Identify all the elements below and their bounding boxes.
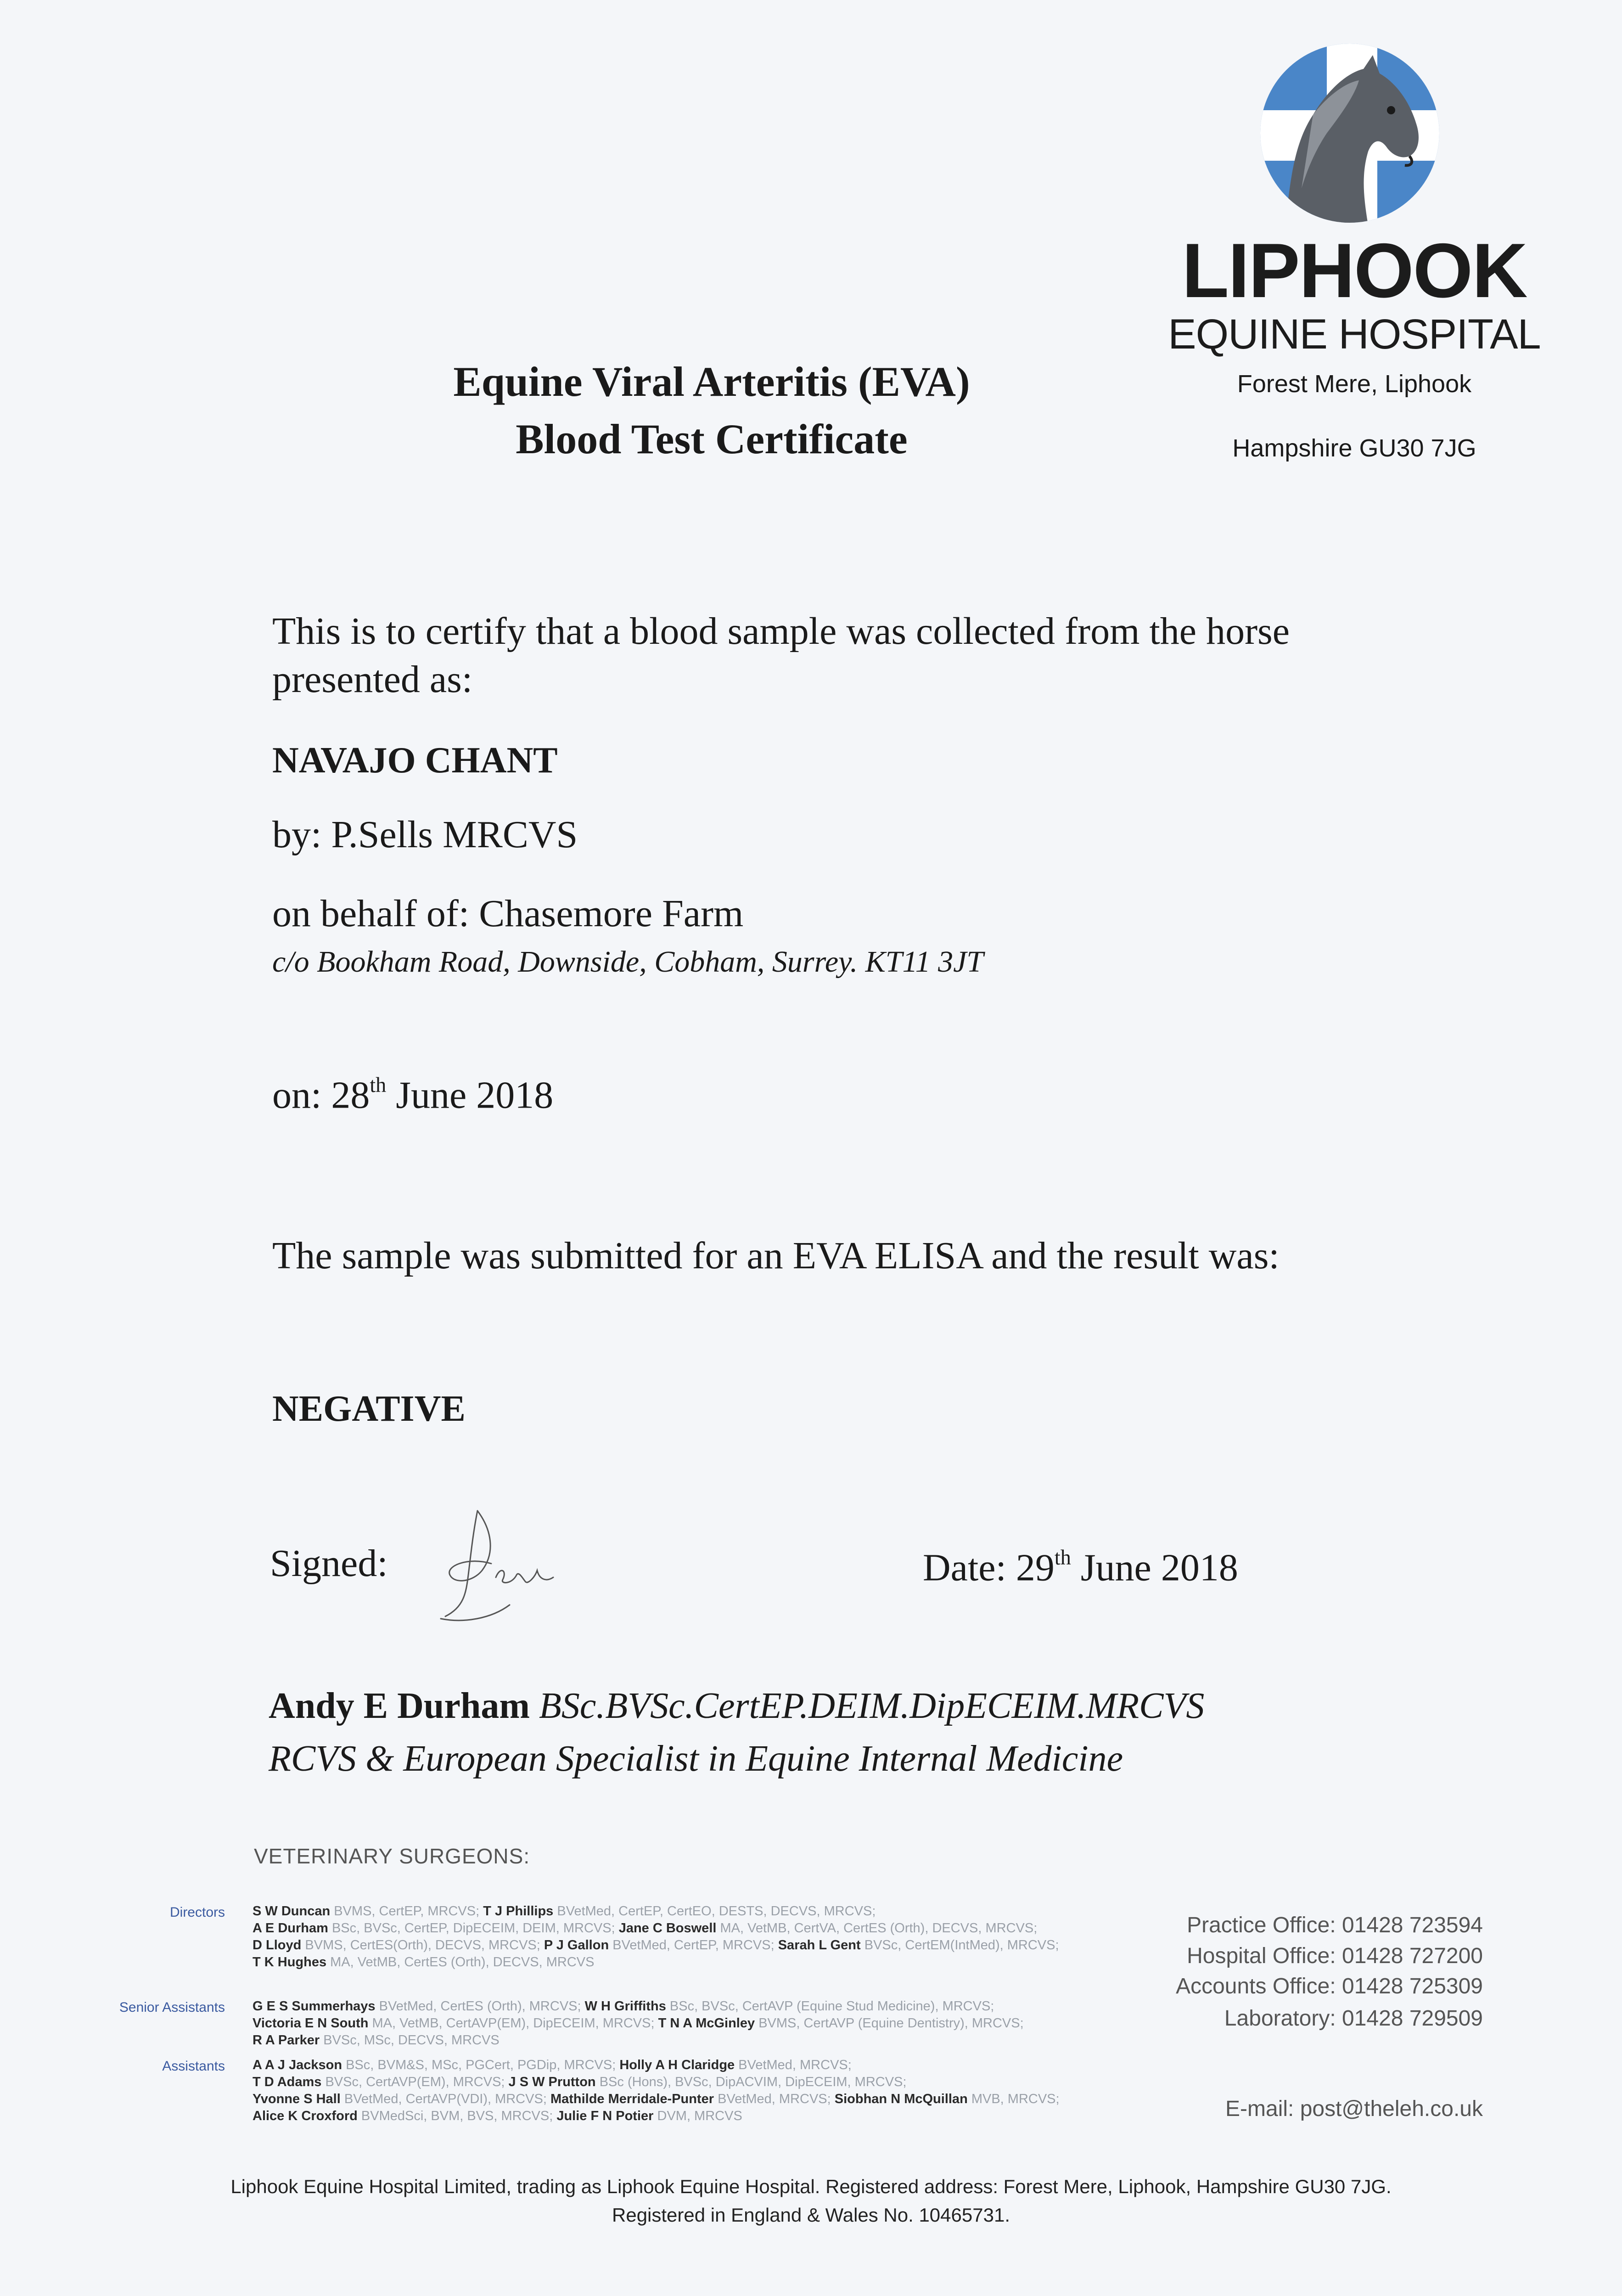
staff-name: D Lloyd: [253, 1938, 302, 1953]
staff-name: S W Duncan: [253, 1904, 331, 1919]
staff-qualifications: BVetMed, MRCVS;: [735, 2058, 852, 2072]
staff-qualifications: BVetMed, CertES (Orth), MRCVS;: [375, 1999, 585, 2014]
staff-name: Sarah L Gent: [778, 1938, 861, 1953]
staff-qualifications: BVetMed, CertEP, MRCVS;: [609, 1938, 778, 1953]
staff-qualifications: BVetMed, MRCVS;: [714, 2092, 835, 2106]
staff-name: Siobhan N McQuillan: [834, 2092, 968, 2106]
staff-qualifications: BVMS, CertEP, MRCVS;: [330, 1904, 483, 1919]
horse-head-logo-icon: [1258, 41, 1442, 225]
practice-office-phone: Practice Office: 01428 723594: [1187, 1913, 1483, 1937]
test-result: NEGATIVE: [272, 1389, 466, 1429]
staff-qualifications: BVetMed, CertEP, CertEO, DESTS, DECVS, MRCVS;: [553, 1904, 876, 1919]
staff-name: W H Griffiths: [584, 1999, 666, 2014]
footer-company-number: Registered in England & Wales No. 10465731.: [612, 2204, 1010, 2226]
staff-name: Yvonne S Hall: [253, 2092, 341, 2106]
staff-qualifications: BVMS, CertAVP (Equine Dentistry), MRCVS;: [755, 2016, 1024, 2031]
staff-qualifications: BVSc, CertEM(IntMed), MRCVS;: [860, 1938, 1059, 1953]
assistants-label: Assistants: [162, 2059, 225, 2074]
brand-name: LIPHOOK: [1182, 227, 1527, 314]
intro-text-line-1: This is to certify that a blood sample was collected from the horse: [272, 610, 1290, 653]
directors-label: Directors: [169, 1905, 225, 1920]
staff-qualifications: BVetMed, CertAVP(VDI), MRCVS;: [340, 2092, 550, 2106]
signature-icon: [427, 1502, 592, 1630]
staff-name: T J Phillips: [483, 1904, 554, 1919]
collection-date: [272, 1072, 553, 1119]
signed-label: Signed:: [270, 1542, 388, 1585]
sample-statement: The sample was submitted for an EVA ELISA and the result was:: [272, 1234, 1280, 1277]
staff-qualifications: BVSc, CertAVP(EM), MRCVS;: [321, 2075, 509, 2089]
staff-line: [253, 1905, 876, 1918]
staff-qualifications: BVMS, CertES(Orth), DECVS, MRCVS;: [301, 1938, 544, 1953]
staff-name: T N A McGinley: [658, 2016, 755, 2031]
staff-name: J S W Prutton: [508, 2075, 596, 2089]
staff-qualifications: MA, VetMB, CertVA, CertES (Orth), DECVS, MRCVS;: [716, 1921, 1038, 1936]
staff-line: [253, 2110, 742, 2123]
staff-name: G E S Summerhays: [253, 1999, 376, 2014]
staff-line: [253, 2034, 500, 2047]
certificate-date-suffix: June 2018: [1071, 1546, 1238, 1589]
staff-qualifications: BSc, BVSc, CertAVP (Equine Stud Medicine), MRCVS;: [666, 1999, 994, 2014]
staff-qualifications: BSc, BVSc, CertEP, DipECEIM, DEIM, MRCVS;: [328, 1921, 619, 1936]
staff-name: Mathilde Merridale-Punter: [550, 2092, 714, 2106]
staff-name: T K Hughes: [253, 1955, 327, 1970]
laboratory-phone: Laboratory: 01428 729509: [1224, 2006, 1483, 2031]
horse-name: NAVAJO CHANT: [272, 740, 558, 781]
staff-qualifications: BSc (Hons), BVSc, DipACVIM, DipECEIM, MRCVS;: [595, 2075, 907, 2089]
address-line-1: Forest Mere, Liphook: [1237, 370, 1472, 398]
signatory-title: RCVS & European Specialist in Equine Internal Medicine: [269, 1739, 1123, 1779]
certificate-date-ordinal: th: [1054, 1546, 1071, 1569]
signatory-line: [269, 1685, 1204, 1727]
staff-qualifications: DVM, MRCVS: [653, 2109, 742, 2123]
collected-by: by: P.Sells MRCVS: [272, 813, 578, 856]
staff-line: [253, 2059, 852, 2072]
contact-email: E-mail: post@theleh.co.uk: [1225, 2097, 1483, 2121]
collection-date-ordinal: th: [370, 1073, 387, 1097]
staff-name: Alice K Croxford: [253, 2109, 358, 2123]
certificate-date-prefix: Date: 29: [923, 1546, 1055, 1589]
staff-name: Victoria E N South: [253, 2016, 369, 2031]
staff-name: Julie F N Potier: [556, 2109, 654, 2123]
staff-name: T D Adams: [253, 2075, 322, 2089]
staff-name: R A Parker: [253, 2033, 320, 2048]
intro-text-line-2: presented as:: [272, 658, 473, 701]
footer-registration: Liphook Equine Hospital Limited, trading as Liphook Equine Hospital. Registered address: Forest Mere, Liphook, Hampshire GU30 7JG.: [230, 2176, 1392, 2197]
staff-line: [253, 1956, 594, 1969]
senior-assistants-label: Senior Assistants: [119, 2000, 225, 2015]
staff-line: [253, 2093, 1060, 2106]
staff-qualifications: BVMedSci, BVM, BVS, MRCVS;: [357, 2109, 557, 2123]
staff-name: Jane C Boswell: [618, 1921, 717, 1936]
veterinary-surgeons-heading: VETERINARY SURGEONS:: [254, 1844, 530, 1868]
staff-qualifications: MA, VetMB, CertES (Orth), DECVS, MRCVS: [326, 1955, 595, 1970]
staff-line: [253, 1922, 1037, 1935]
certificate-date: [923, 1545, 1238, 1590]
staff-line: [253, 2076, 906, 2089]
staff-qualifications: BVSc, MSc, DECVS, MRCVS: [320, 2033, 500, 2048]
certificate-subtitle: Blood Test Certificate: [516, 416, 908, 462]
collection-date-prefix: on: 28: [272, 1074, 370, 1117]
staff-qualifications: MA, VetMB, CertAVP(EM), DipECEIM, MRCVS;: [368, 2016, 658, 2031]
staff-qualifications: MVB, MRCVS;: [967, 2092, 1060, 2106]
collection-date-suffix: June 2018: [386, 1074, 554, 1117]
staff-name: A E Durham: [253, 1921, 328, 1936]
accounts-office-phone: Accounts Office: 01428 725309: [1176, 1974, 1483, 1998]
staff-name: A A J Jackson: [253, 2058, 342, 2072]
staff-qualifications: BSc, BVM&S, MSc, PGCert, PGDip, MRCVS;: [342, 2058, 620, 2072]
brand-subtitle: EQUINE HOSPITAL: [1168, 311, 1541, 358]
address-line-2: Hampshire GU30 7JG: [1232, 434, 1476, 462]
staff-name: P J Gallon: [544, 1938, 609, 1953]
staff-line: [253, 2017, 1024, 2030]
on-behalf-of: on behalf of: Chasemore Farm: [272, 892, 744, 935]
owner-address: c/o Bookham Road, Downside, Cobham, Surrey. KT11 3JT: [272, 945, 984, 979]
staff-name: Holly A H Claridge: [619, 2058, 735, 2072]
certificate-title: Equine Viral Arteritis (EVA): [453, 358, 970, 405]
staff-line: [253, 1939, 1059, 1952]
staff-line: [253, 2000, 994, 2013]
signatory-name: Andy E Durham: [269, 1686, 530, 1726]
signatory-qualifications: BSc.BVSc.CertEP.DEIM.DipECEIM.MRCVS: [530, 1686, 1205, 1726]
hospital-office-phone: Hospital Office: 01428 727200: [1187, 1944, 1483, 1968]
